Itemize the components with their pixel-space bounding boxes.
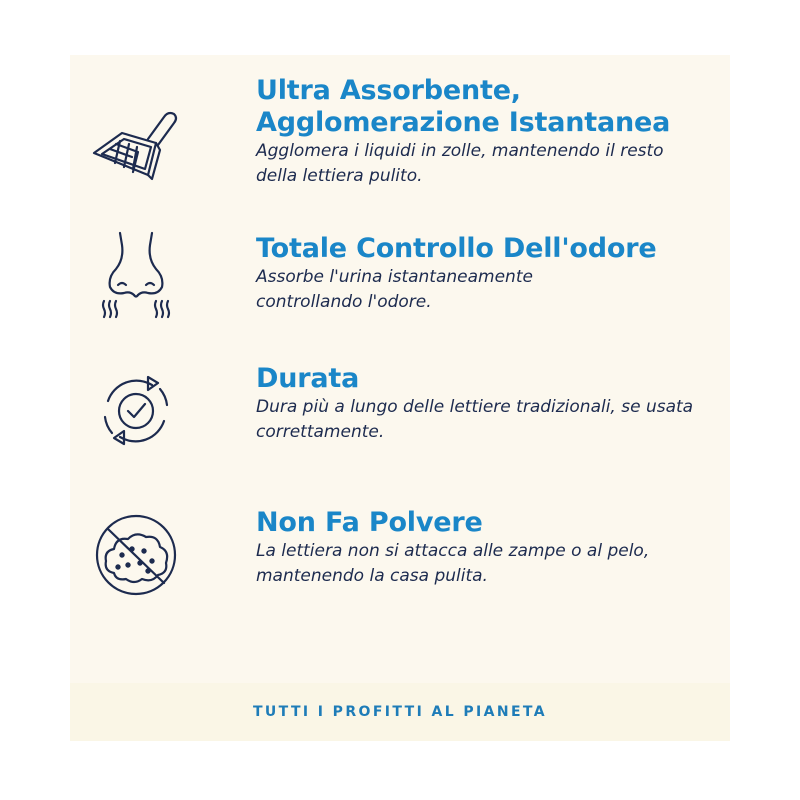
no-dust-icon	[88, 507, 184, 603]
refresh-check-icon	[88, 361, 184, 457]
feature-description	[256, 539, 726, 589]
feature-desc-line: controllando l'odore.	[256, 292, 432, 312]
feature-description	[256, 265, 726, 315]
features-panel	[70, 55, 730, 741]
feature-title-line: Durata	[256, 363, 360, 394]
feature-text	[256, 75, 726, 189]
feature-desc-line: della lettiera pulito.	[256, 166, 423, 186]
feature-text	[256, 363, 726, 445]
feature-description	[256, 139, 726, 189]
footer-text: TUTTI I PROFITTI AL PIANETA	[252, 704, 548, 720]
feature-title	[256, 75, 726, 139]
feature-title-line: Ultra Assorbente,	[256, 75, 521, 106]
feature-desc-line: Dura più a lungo delle lettiere tradizionali, se usata	[256, 397, 694, 417]
footer-banner	[70, 683, 730, 741]
feature-desc-line: La lettiera non si attacca alle zampe o al pelo,	[256, 541, 650, 561]
feature-desc-line: correttamente.	[256, 422, 385, 442]
nose-icon	[88, 227, 184, 323]
scoop-icon	[88, 93, 184, 189]
feature-desc-line: mantenendo la casa pulita.	[256, 566, 488, 586]
feature-title-line: Non Fa Polvere	[256, 507, 483, 538]
feature-title	[256, 233, 726, 265]
feature-desc-line: Agglomera i liquidi in zolle, mantenendo il resto	[256, 141, 664, 161]
feature-text	[256, 507, 726, 589]
feature-title-line: Totale Controllo Dell'odore	[256, 233, 657, 264]
feature-desc-line: Assorbe l'urina istantaneamente	[256, 267, 533, 287]
feature-title	[256, 363, 726, 395]
feature-title	[256, 507, 726, 539]
feature-description	[256, 395, 726, 445]
feature-text	[256, 233, 726, 315]
feature-title-line: Agglomerazione Istantanea	[256, 107, 671, 138]
